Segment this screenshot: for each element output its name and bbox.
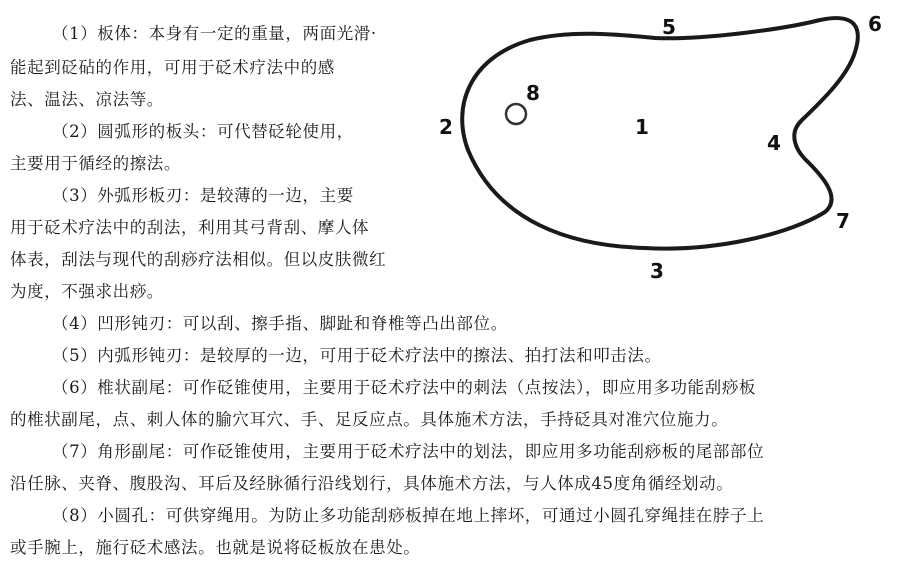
text-line-12: （6）椎状副尾：可作砭锥使用，主要用于砭术疗法中的刺法（点按法），即应用多功能刮痧板 bbox=[52, 378, 756, 397]
text-line-6: （3）外弧形板刃：是较薄的一边，主要 bbox=[52, 186, 354, 205]
text-line-17: 或手腕上，施行砭术感法。也就是说将砭板放在患处。 bbox=[10, 538, 421, 557]
text-line-8: 体表，刮法与现代的刮痧疗法相似。但以皮肤微红 bbox=[10, 250, 387, 269]
text-line-10: （4）凹形钝刃：可以刮、擦手指、脚趾和脊椎等凸出部位。 bbox=[52, 314, 508, 333]
label-5: 5 bbox=[662, 15, 676, 39]
text-line-15: 沿任脉、夹脊、腹股沟、耳后及经脉循行沿线划行，具体施术方法，与人体成45度角循经划动。 bbox=[10, 474, 734, 493]
label-8: 8 bbox=[526, 81, 540, 105]
text-line-5: 主要用于循经的擦法。 bbox=[10, 154, 181, 173]
text-line-1: （1）板体：本身有一定的重量，两面光滑· bbox=[52, 24, 377, 43]
text-line-9: 为度，不强求出痧。 bbox=[10, 282, 164, 301]
text-line-3: 法、温法、凉法等。 bbox=[10, 90, 164, 109]
label-2: 2 bbox=[439, 115, 453, 139]
text-line-11: （5）内弧形钝刃：是较厚的一边，可用于砭术疗法中的擦法、拍打法和叩击法。 bbox=[52, 346, 662, 365]
board-outline bbox=[462, 18, 858, 248]
label-7: 7 bbox=[836, 209, 850, 233]
small-hole bbox=[506, 104, 526, 124]
label-6: 6 bbox=[868, 12, 882, 36]
text-line-16: （8）小圆孔：可供穿绳用。为防止多功能刮痧板掉在地上摔坏，可通过小圆孔穿绳挂在脖子上 bbox=[52, 506, 765, 525]
text-line-14: （7）角形副尾：可作砭锥使用，主要用于砭术疗法中的划法，即应用多功能刮痧板的尾部部位 bbox=[52, 442, 765, 461]
label-4: 4 bbox=[767, 131, 781, 155]
scraping-board-diagram bbox=[430, 0, 914, 300]
text-line-13: 的椎状副尾，点、刺人体的腧穴耳穴、手、足反应点。具体施术方法，手持砭具对准穴位施力。 bbox=[10, 410, 729, 429]
label-1: 1 bbox=[635, 115, 649, 139]
label-3: 3 bbox=[650, 259, 664, 283]
text-line-2: 能起到砭砧的作用，可用于砭术疗法中的感 bbox=[10, 58, 335, 77]
text-line-4: （2）圆弧形的板头：可代替砭轮使用， bbox=[52, 122, 354, 141]
text-line-7: 用于砭术疗法中的刮法，利用其弓背刮、摩人体 bbox=[10, 218, 370, 237]
